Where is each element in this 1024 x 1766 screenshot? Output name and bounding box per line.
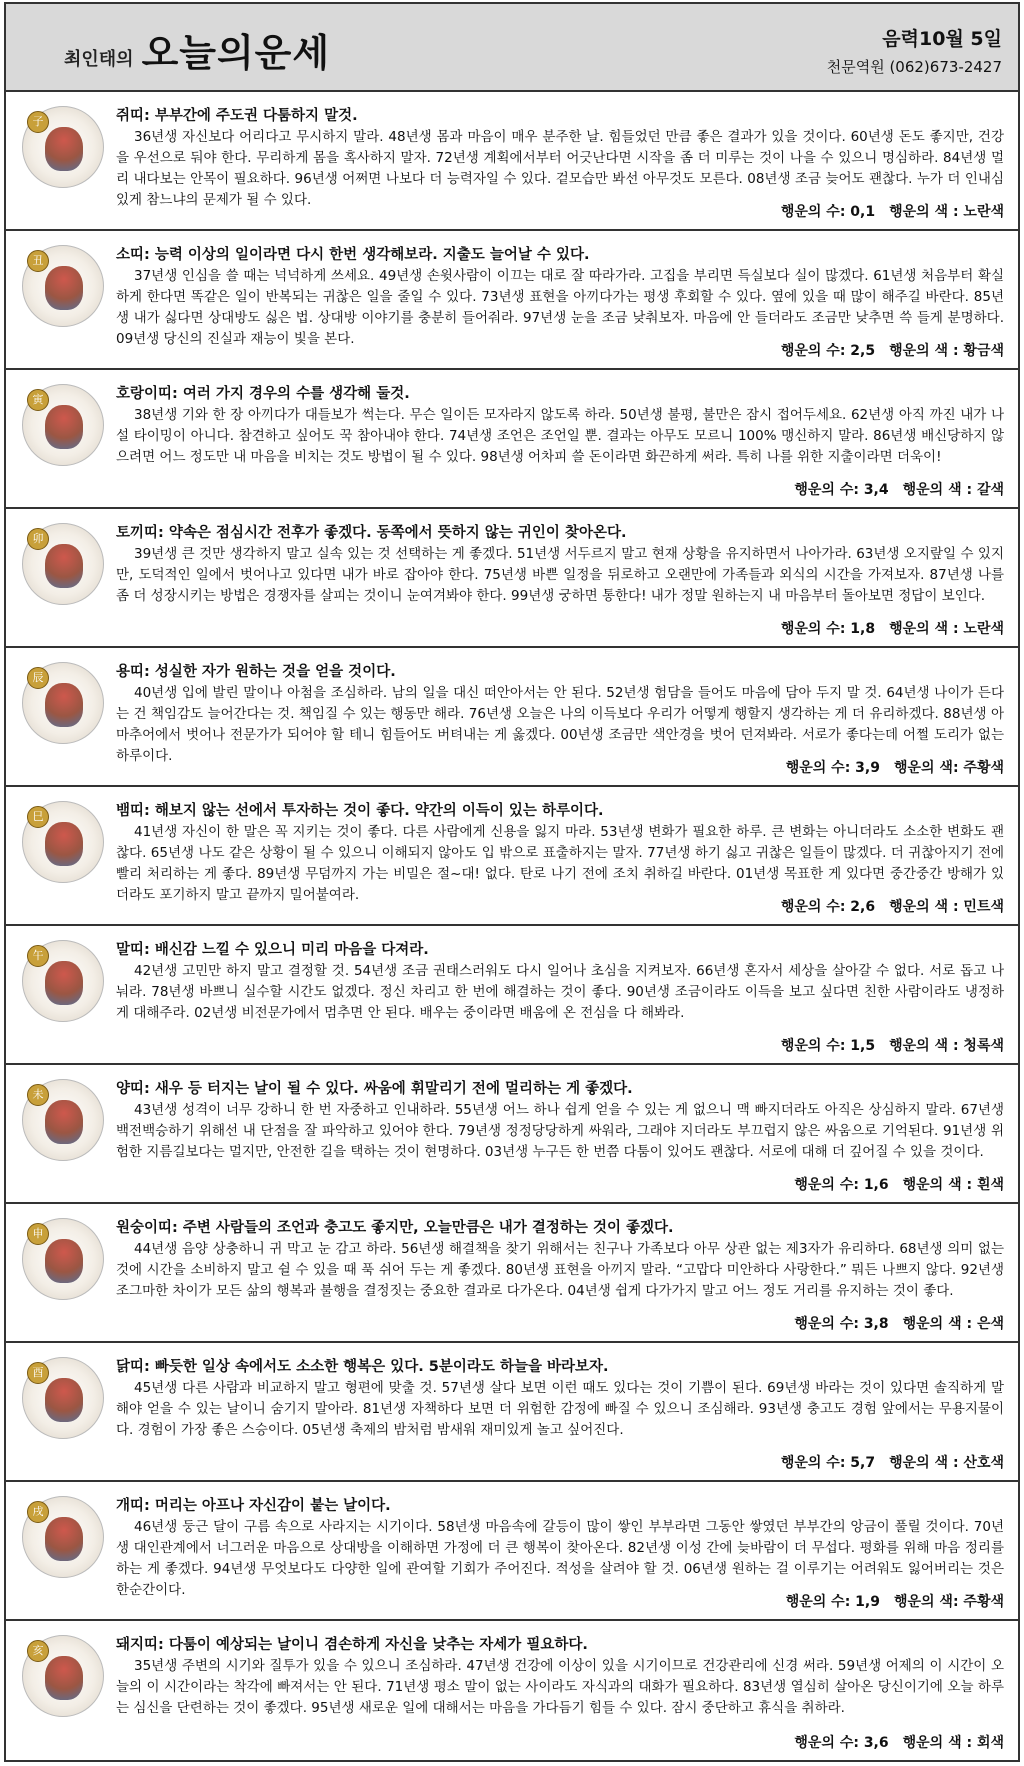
entry-body: 43년생 성격이 너무 강하니 한 번 자중하고 인내하라. 55년생 어느 하나 쉽게 얻을 수 있는 게 없으니 맥 빠지더라도 아직은 상심하지 말라. 67년생 백전백승하기 위해선 내 단점을 잘 파악하고 있어야 한다. 79년생 정정당당하게 싸워라, 그래야 지더라도 부끄럽지 않은 싸움으로 기억된다. 91년생 위험한 지름길보다는 멀지만, 안전한 길을 택하는 것이 현명하다. 03년생 누구든 한 번쯤 다툼이 있어도 괜찮다. 서로에 대해 더 깊어질 수 있을 것이다. — [116, 1102, 1004, 1160]
zodiac-animal-icon — [22, 523, 104, 605]
lucky-number: 행운의 수: 0,1 — [780, 204, 876, 220]
lucky-color: 행운의 색 : 은색 — [902, 1316, 1004, 1332]
horoscope-entry — [6, 370, 1018, 509]
lucky-info — [776, 1591, 1004, 1611]
lucky-number: 행운의 수: 2,5 — [780, 343, 876, 359]
entry-body: 44년생 음양 상충하니 귀 막고 눈 감고 하라. 56년생 해결책을 찾기 위해서는 친구나 가족보다 아무 상관 없는 제3자가 유리하다. 68년생 의미 없는 것에 시간을 소비하지 말고 쉴 수 있을 때 푹 쉬어 두는 게 좋겠다. 80년생 표현을 아끼지 말라. “고맙다 미안하다 사랑한다.” 뭐든 나쁘지 않다. 92년생 조그마한 차이가 모든 삶의 행복과 불행을 결정짓는 중요한 결과로 다가온다. 04년생 쉽게 다가가지 말고 어느 정도 거리를 유지하는 것이 좋다. — [116, 1241, 1004, 1299]
brand-title: 오늘의운세 — [141, 31, 331, 75]
entry-body: 36년생 자신보다 어리다고 무시하지 말라. 48년생 몸과 마음이 매우 분주한 날. 힘들었던 만큼 좋은 결과가 있을 것이다. 60년생 돈도 좋지만, 건강을 우선으로 둬야 한다. 무리하게 몸을 혹사하지 말자. 72년생 계획에서부터 어긋난다면 시작을 좀 더 미루는 것이 나을 수 있으니 명심하라. 84년생 멀리 내다보는 안목이 필요하다. 96년생 어쩌면 나보다 더 능력자일 수 있다. 겉모습만 봐선 아무것도 모른다. 08년생 조금 늦어도 괜찮다. 누가 더 인내심 있게 참느냐의 문제가 될 수 있다. — [116, 129, 1004, 208]
entry-headline: 말띠: 배신감 느낄 수 있으니 미리 마음을 다져라. — [116, 942, 429, 958]
entry-headline: 뱀띠: 해보지 않는 선에서 투자하는 것이 좋다. 약간의 이득이 있는 하루이다. — [116, 803, 604, 819]
lucky-info — [771, 618, 1004, 638]
entry-headline: 용띠: 성실한 자가 원하는 것을 얻을 것이다. — [116, 664, 396, 680]
entry-body: 41년생 자신이 한 말은 꼭 지키는 것이 좋다. 다른 사람에게 신용을 잃지 마라. 53년생 변화가 필요한 하루. 큰 변화는 아니더라도 소소한 변화도 괜찮다. 65년생 나도 같은 상황이 될 수 있으니 이해되지 않아도 입 밖으로 표출하지는 말자. 77년생 하기 싫고 귀찮은 일들이 많겠다. 더 귀찮아지기 전에 빨리 처리하는 게 좋다. 89년생 무덤까지 가는 비밀은 절~대! 없다. 탄로 나기 전에 조치 취하길 바란다. 01년생 목표한 게 있다면 중간중간 방해가 있더라도 포기하지 말고 끝까지 밀어붙여라. — [116, 824, 1004, 903]
lucky-info — [784, 1174, 1004, 1194]
zodiac-hanja-badge: 卯 — [27, 528, 49, 550]
horoscope-entry — [6, 648, 1018, 787]
horoscope-entry — [6, 92, 1018, 231]
lucky-info — [771, 896, 1004, 916]
horoscope-entry — [6, 509, 1018, 648]
lucky-color: 행운의 색 : 청록색 — [889, 1038, 1004, 1054]
lucky-info — [784, 479, 1004, 499]
horoscope-entry — [6, 231, 1018, 370]
lucky-color: 행운의 색 : 황금색 — [889, 343, 1004, 359]
page-header — [6, 4, 1018, 92]
horoscope-entry — [6, 1065, 1018, 1204]
zodiac-hanja-badge: 丑 — [27, 250, 49, 272]
zodiac-hanja-badge: 巳 — [27, 806, 49, 828]
horoscope-entry — [6, 1621, 1018, 1760]
zodiac-hanja-badge: 辰 — [27, 667, 49, 689]
entry-body: 45년생 다른 사람과 비교하지 말고 형편에 맞출 것. 57년생 살다 보면 이런 때도 있다는 것이 기쁨이 된다. 69년생 바라는 것이 있다면 솔직하게 말해야 얻을 수 있는 날이니 숨기지 말아라. 81년생 자책하다 보면 더 위험한 감정에 빠질 수 있으니 조심해라. 93년생 충고도 경험 앞에서는 무용지물이다. 경험이 가장 좋은 스승이다. 05년생 축제의 밤처럼 밤새워 재미있게 놀고 싶어진다. — [116, 1380, 1004, 1438]
lucky-info — [784, 1732, 1004, 1752]
zodiac-hanja-badge: 午 — [27, 945, 49, 967]
entry-headline: 닭띠: 빠듯한 일상 속에서도 소소한 행복은 있다. 5분이라도 하늘을 바라보자. — [116, 1359, 609, 1375]
lucky-color: 행운의 색 : 갈색 — [902, 482, 1004, 498]
horoscope-entry — [6, 1482, 1018, 1621]
horoscope-entry — [6, 1343, 1018, 1482]
lucky-color: 행운의 색 : 산호색 — [889, 1455, 1004, 1471]
entry-headline: 쥐띠: 부부간에 주도권 다툼하지 말것. — [116, 108, 358, 124]
entry-body: 40년생 입에 발린 말이나 아첨을 조심하라. 남의 일을 대신 떠안아서는 안 된다. 52년생 험담을 들어도 마음에 담아 두지 말 것. 64년생 나이가 든다는 건 책임감도 늘어간다는 것. 책임질 수 있는 행동만 해라. 76년생 오늘은 나의 이득보다 우리가 어떻게 행할지 생각하는 게 더 유리하겠다. 88년생 아마추어에서 벗어나 전문가가 되어야 할 테니 힘들어도 버텨내는 게 옳겠다. 00년생 조금만 색안경을 벗어 던져봐라. 서로가 좋다는데 어쩔 도리가 없는 하루이다. — [116, 685, 1004, 764]
lucky-info — [771, 1452, 1004, 1472]
zodiac-hanja-badge: 酉 — [27, 1362, 49, 1384]
lucky-color: 행운의 색 : 민트색 — [889, 899, 1004, 915]
lucky-info — [776, 757, 1004, 777]
zodiac-animal-icon — [22, 1635, 104, 1717]
zodiac-hanja-badge: 申 — [27, 1223, 49, 1245]
zodiac-hanja-badge: 戌 — [27, 1501, 49, 1523]
horoscope-list — [6, 92, 1018, 1760]
entry-headline: 토끼띠: 약속은 점심시간 전후가 좋겠다. 동쪽에서 뜻하지 않는 귀인이 찾아온다. — [116, 525, 627, 541]
lucky-number: 행운의 수: 1,6 — [794, 1177, 889, 1193]
lucky-color: 행운의 색: 주황색 — [893, 1594, 1004, 1610]
zodiac-animal-icon — [22, 1079, 104, 1161]
lucky-info — [771, 340, 1004, 360]
fortune-page — [4, 2, 1020, 1762]
lucky-info — [771, 201, 1004, 221]
zodiac-animal-icon — [22, 245, 104, 327]
zodiac-animal-icon — [22, 662, 104, 744]
zodiac-animal-icon — [22, 106, 104, 188]
lucky-color: 행운의 색 : 노란색 — [889, 621, 1004, 637]
lucky-number: 행운의 수: 3,9 — [785, 760, 880, 776]
zodiac-animal-icon — [22, 1218, 104, 1300]
lucky-color: 행운의 색 : 노란색 — [889, 204, 1004, 220]
lucky-number: 행운의 수: 3,8 — [794, 1316, 889, 1332]
entry-body: 46년생 둥근 달이 구름 속으로 사라지는 시기이다. 58년생 마음속에 갈등이 많이 쌓인 부부라면 그동안 쌓였던 부부간의 앙금이 풀릴 것이다. 70년생 대인관계에서 너그러운 마음으로 상대방을 이해하면 가정에 더 큰 행복이 찾아온다. 82년생 이성 간에 늦바람이 더 무섭다. 평화를 위해 마음 정리를 하는 게 좋겠다. 94년생 무엇보다도 다양한 일에 관여할 기회가 주어진다. 적성을 살려야 할 것. 06년생 원하는 걸 이루기는 어려워도 잃어버리는 것은 한순간이다. — [116, 1519, 1004, 1598]
lucky-number: 행운의 수: 1,9 — [785, 1594, 880, 1610]
lucky-color: 행운의 색 : 회색 — [902, 1735, 1004, 1751]
lunar-date: 음력10월 5일 — [882, 28, 1002, 50]
entry-headline: 호랑이띠: 여러 가지 경우의 수를 생각해 둘것. — [116, 386, 410, 402]
lucky-number: 행운의 수: 3,4 — [794, 482, 889, 498]
lucky-info — [784, 1313, 1004, 1333]
zodiac-hanja-badge: 子 — [27, 111, 49, 133]
entry-headline: 원숭이띠: 주변 사람들의 조언과 충고도 좋지만, 오늘만큼은 내가 결정하는 것이 좋겠다. — [116, 1220, 674, 1236]
entry-headline: 양띠: 새우 등 터지는 날이 될 수 있다. 싸움에 휘말리기 전에 멀리하는 게 좋겠다. — [116, 1081, 633, 1097]
lucky-color: 행운의 색: 주황색 — [893, 760, 1004, 776]
brand-logo — [64, 22, 330, 77]
zodiac-animal-icon — [22, 1357, 104, 1439]
entry-body: 39년생 큰 것만 생각하지 말고 실속 있는 것 선택하는 게 좋겠다. 51년생 서두르지 말고 현재 상황을 유지하면서 나아가라. 63년생 오지랖일 수 있지만, 도덕적인 일에서 벗어나고 있다면 내가 바로 잡아야 한다. 75년생 바쁜 일정을 뒤로하고 오랜만에 가족들과 외식의 시간을 가져보자. 87년생 나를 좀 더 성장시키는 방법은 경쟁자를 살피는 것이니 눈여겨봐야 한다. 99년생 궁하면 통한다! 내가 정말 원하는지 내 마음부터 돌아보면 정답이 보인다. — [116, 546, 1004, 604]
lucky-number: 행운의 수: 1,5 — [780, 1038, 876, 1054]
zodiac-hanja-badge: 未 — [27, 1084, 49, 1106]
zodiac-animal-icon — [22, 1496, 104, 1578]
zodiac-hanja-badge: 寅 — [27, 389, 49, 411]
zodiac-hanja-badge: 亥 — [27, 1640, 49, 1662]
entry-body: 42년생 고민만 하지 말고 결정할 것. 54년생 조금 권태스러워도 다시 일어나 초심을 지켜보자. 66년생 혼자서 세상을 살아갈 수 없다. 서로 돕고 나눠라. 78년생 바쁘니 실수할 시간도 없겠다. 정신 차리고 한 번에 해결하는 것이 좋다. 90년생 조금이라도 이득을 보고 싶다면 친한 사람이라도 냉정하게 대해주라. 02년생 비전문가에서 멈추면 안 된다. 배우는 중이라면 배움에 온 전심을 다 해봐라. — [116, 963, 1004, 1021]
contact-info: 천문역원 (062)673-2427 — [826, 58, 1002, 76]
lucky-number: 행운의 수: 1,8 — [780, 621, 876, 637]
lucky-info — [771, 1035, 1004, 1055]
entry-headline: 소띠: 능력 이상의 일이라면 다시 한번 생각해보라. 지출도 늘어날 수 있다. — [116, 247, 590, 263]
zodiac-animal-icon — [22, 801, 104, 883]
lucky-number: 행운의 수: 5,7 — [780, 1455, 876, 1471]
zodiac-animal-icon — [22, 940, 104, 1022]
entry-body: 35년생 주변의 시기와 질투가 있을 수 있으니 조심하라. 47년생 건강에 이상이 있을 시기이므로 건강관리에 신경 써라. 59년생 어제의 이 시간이 오늘의 이 시간이라는 착각에 빠져서는 안 된다. 71년생 평소 말이 없는 사이라도 자식과의 대화가 필요하다. 83년생 열심히 살아온 당신이기에 오늘 하루는 심신을 단련하는 것이 좋겠다. 95년생 새로운 일에 대해서는 마음을 가다듬기 힘들 수 있다. 잠시 중단하고 휴식을 취하라. — [116, 1658, 1004, 1716]
brand-author: 최인태의 — [64, 49, 134, 70]
horoscope-entry — [6, 1204, 1018, 1343]
zodiac-animal-icon — [22, 384, 104, 466]
entry-body: 37년생 인심을 쓸 때는 넉넉하게 쓰세요. 49년생 손윗사람이 이끄는 대로 잘 따라가라. 고집을 부리면 득실보다 실이 많겠다. 61년생 처음부터 확실하게 한다면 똑같은 일이 반복되는 귀찮은 일을 줄일 수 있다. 73년생 표현을 아끼다가는 평생 후회할 수 있다. 옆에 있을 때 많이 해주길 바란다. 85년생 내가 싫다면 상대방도 싫은 법. 상대방 이야기를 충분히 들어줘라. 97년생 눈을 조금 낮춰보자. 마음에 안 들더라도 조금만 낮추면 쓱 들게 분명하다. 09년생 당신의 진실과 재능이 빛을 본다. — [116, 268, 1004, 347]
horoscope-entry — [6, 926, 1018, 1065]
entry-headline: 돼지띠: 다툼이 예상되는 날이니 겸손하게 자신을 낮추는 자세가 필요하다. — [116, 1637, 588, 1653]
lucky-color: 행운의 색 : 흰색 — [902, 1177, 1004, 1193]
lucky-number: 행운의 수: 3,6 — [794, 1735, 889, 1751]
horoscope-entry — [6, 787, 1018, 926]
entry-body: 38년생 기와 한 장 아끼다가 대들보가 썩는다. 무슨 일이든 모자라지 않도록 하라. 50년생 불평, 불만은 잠시 접어두세요. 62년생 아직 까진 내가 나설 타이밍이 아니다. 참견하고 싶어도 꾹 참아내야 한다. 74년생 조언은 조언일 뿐. 결과는 아무도 모르니 100% 맹신하지 말라. 86년생 배신당하지 않으려면 어느 정도만 내 마음을 비치는 것도 방법이 될 수 있다. 98년생 어차피 쓸 돈이라면 화끈하게 써라. 특히 나를 위한 지출이라면 더욱이! — [116, 407, 1004, 465]
lucky-number: 행운의 수: 2,6 — [780, 899, 876, 915]
entry-headline: 개띠: 머리는 아프나 자신감이 붙는 날이다. — [116, 1498, 391, 1514]
